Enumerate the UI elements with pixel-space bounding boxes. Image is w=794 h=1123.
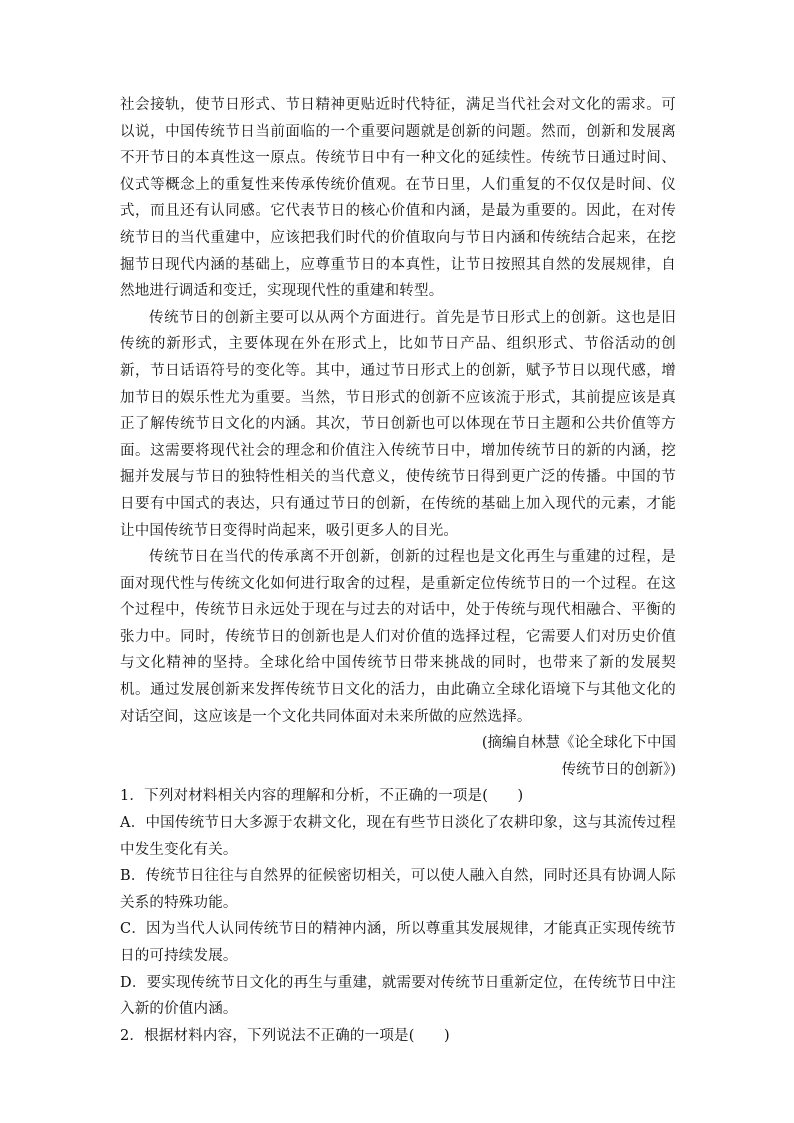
article-paragraph-3: 传统节日在当代的传承离不开创新，创新的过程也是文化再生与重建的过程，是面对现代性与传统文化如何进行取舍的过程，是重新定位传统节日的一个过程。在这个过程中，传统节日永远处于现在与过去的对话中，处于传统与现代相融合、平衡的张力中。同时，传统节日的创新也是人们对价值的选择过程，它需要人们对历史价值与文化精神的坚持。全球化给中国传统节日带来挑战的同时，也带来了新的发展契机。通过发展创新来发挥传统节日文化的活力，由此确立全球化语境下与其他文化的对话空间，这应该是一个文化共同体面对未来所做的应然选择。 bbox=[120, 549, 676, 725]
page-content bbox=[120, 92, 676, 1049]
question-2-stem: 2．根据材料内容，下列说法不正确的一项是( ) bbox=[120, 1027, 450, 1044]
question-1-option-a: A．中国传统节日大多源于农耕文化，现在有些节日淡化了农耕印象，这与其流传过程中发生变化有关。 bbox=[120, 815, 676, 858]
article-paragraph-1: 社会接轨，使节日形式、节日精神更贴近时代特征，满足当代社会对文化的需求。可以说，中国传统节日当前面临的一个重要问题就是创新的问题。然而，创新和发展离不开节日的本真性这一原点。传统节日中有一种文化的延续性。传统节日通过时间、仪式等概念上的重复性来传承传统价值观。在节日里，人们重复的不仅仅是时间、仪式，而且还有认同感。它代表节日的核心价值和内涵，是最为重要的。因此，在对传统节日的当代重建中，应该把我们时代的价值取向与节日内涵和传统结合起来，在挖掘节日现代内涵的基础上，应尊重节日的本真性，让节日按照其自然的发展规律，自然地进行调适和变迁，实现现代性的重建和转型。 bbox=[120, 97, 676, 300]
question-1-option-c: C．因为当代人认同传统节日的精神内涵，所以尊重其发展规律，才能真正实现传统节日的可持续发展。 bbox=[120, 921, 676, 964]
question-1-option-b: B．传统节日往往与自然界的征候密切相关，可以使人融入自然，同时还具有协调人际关系的特殊功能。 bbox=[120, 868, 676, 911]
source-citation bbox=[120, 730, 676, 783]
question-1-stem: 1．下列对材料相关内容的理解和分析，不正确的一项是( ) bbox=[120, 788, 524, 805]
question-1-option-d: D．要实现传统节日文化的再生与重建，就需要对传统节日重新定位，在传统节日中注入新的价值内涵。 bbox=[120, 974, 676, 1018]
citation-line-2: 传统节日的创新》) bbox=[561, 761, 676, 778]
article-paragraph-2: 传统节日的创新主要可以从两个方面进行。首先是节日形式上的创新。这也是旧传统的新形式，主要体现在外在形式上，比如节日产品、组织形式、节俗活动的创新，节日话语符号的变化等。其中，通过节日形式上的创新，赋予节日以现代感，增加节日的娱乐性尤为重要。当然，节日形式的创新不应该流于形式，其前提应该是真正了解传统节日文化的内涵。其次，节日创新也可以体现在节日主题和公共价值等方面。这需要将现代社会的理念和价值注入传统节日中，增加传统节日的新的内涵，挖掘并发展与节日的独特性相关的当代意义，使传统节日得到更广泛的传播。中国的节日要有中国式的表达，只有通过节日的创新，在传统的基础上加入现代的元素，才能让中国传统节日变得时尚起来，吸引更多人的目光。 bbox=[120, 309, 676, 539]
citation-line-1: (摘编自林慧《论全球化下中国 bbox=[481, 735, 676, 752]
